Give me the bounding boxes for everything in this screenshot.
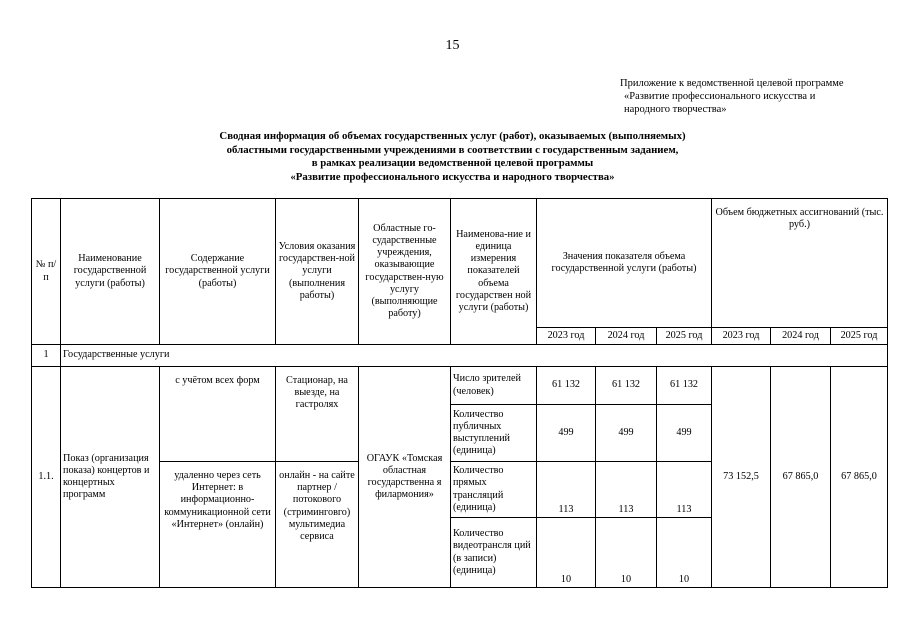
indicator-2-value-2023: 499 bbox=[537, 405, 596, 462]
header-value-year-2023: 2023 год bbox=[537, 328, 596, 345]
appendix-note bbox=[620, 77, 900, 116]
appendix-line-1: Приложение к ведомственной целевой программе bbox=[620, 78, 844, 89]
title-line-1: Сводная информация об объемах государственных услуг (работ), оказываемых (выполняемых) bbox=[219, 130, 686, 142]
title-line-4: «Развитие профессионального искусства и народного творчества» bbox=[290, 170, 615, 183]
appendix-line-3: народного творчества» bbox=[624, 104, 727, 115]
indicator-1-value-2025: 61 132 bbox=[657, 367, 712, 405]
row-institution: ОГАУК «Томская областная государственна я филармония» bbox=[359, 367, 451, 588]
header-conditions: Условия оказания государствен-ной услуги (выполнения работы) bbox=[276, 199, 359, 345]
indicator-3-value-2023: 113 bbox=[537, 462, 596, 518]
indicator-2-value-2024: 499 bbox=[596, 405, 657, 462]
indicator-4-value-2025: 10 bbox=[657, 518, 712, 588]
row-conditions-1: Стационар, на выезде, на гастролях bbox=[276, 367, 359, 462]
row-content-2: удаленно через сеть Интернет: в информационно-коммуникационной сети «Интернет» (онлайн) bbox=[160, 462, 276, 588]
document-title bbox=[80, 130, 825, 184]
header-value-year-2024: 2024 год bbox=[596, 328, 657, 345]
header-indicator: Наименова-ние и единица измерения показателей объема государствен ной услуги (работы) bbox=[451, 199, 537, 345]
indicator-4-value-2024: 10 bbox=[596, 518, 657, 588]
header-values-group: Значения показателя объема государственной услуги (работы) bbox=[537, 199, 712, 328]
services-table bbox=[31, 198, 888, 588]
indicator-3-value-2025: 113 bbox=[657, 462, 712, 518]
budget-2025: 67 865,0 bbox=[831, 367, 888, 588]
table-row bbox=[32, 367, 888, 405]
row-num: 1.1. bbox=[32, 367, 61, 588]
header-row bbox=[32, 199, 888, 328]
appendix-line-2: «Развитие профессионального искусства и bbox=[624, 91, 816, 102]
section-label: Государственные услуги bbox=[61, 345, 888, 367]
row-service-name: Показ (организация показа) концертов и концертных программ bbox=[61, 367, 160, 588]
indicator-2-value-2025: 499 bbox=[657, 405, 712, 462]
budget-2023: 73 152,5 bbox=[712, 367, 771, 588]
indicator-1-value-2023: 61 132 bbox=[537, 367, 596, 405]
section-num: 1 bbox=[32, 345, 61, 367]
indicator-4-value-2023: 10 bbox=[537, 518, 596, 588]
page-number: 15 bbox=[445, 38, 460, 53]
header-budget-year-2024: 2024 год bbox=[771, 328, 831, 345]
header-num: № п/п bbox=[32, 199, 61, 345]
header-budget-year-2023: 2023 год bbox=[712, 328, 771, 345]
title-line-2: областными государственными учреждениями в соответствии с государственным заданием, bbox=[226, 143, 679, 156]
header-budget-year-2025: 2025 год bbox=[831, 328, 888, 345]
indicator-name-2: Количество публичных выступлений (единица) bbox=[451, 405, 537, 462]
header-institutions: Областные го-сударственные учреждения, оказывающие государствен-ную услугу (выполняющие работу) bbox=[359, 199, 451, 345]
header-content: Содержание государственной услуги (работы) bbox=[160, 199, 276, 345]
indicator-3-value-2024: 113 bbox=[596, 462, 657, 518]
row-conditions-2: онлайн - на сайте партнер / потокового (стриминговго) мультимедиа сервиса bbox=[276, 462, 359, 588]
indicator-1-value-2024: 61 132 bbox=[596, 367, 657, 405]
indicator-name-3: Количество прямых трансляций (единица) bbox=[451, 462, 537, 518]
section-row bbox=[32, 345, 888, 367]
header-value-year-2025: 2025 год bbox=[657, 328, 712, 345]
header-service-name: Наименование государственной услуги (работы) bbox=[61, 199, 160, 345]
indicator-name-1: Число зрителей (человек) bbox=[451, 367, 537, 405]
header-budget-group: Объем бюджетных ассигнований (тыс. руб.) bbox=[712, 199, 888, 328]
indicator-name-4: Количество видеотрансля ций (в записи) (единица) bbox=[451, 518, 537, 588]
row-content-1: с учётом всех форм bbox=[160, 367, 276, 462]
title-line-3: в рамках реализации ведомственной целевой программы bbox=[311, 157, 594, 169]
budget-2024: 67 865,0 bbox=[771, 367, 831, 588]
